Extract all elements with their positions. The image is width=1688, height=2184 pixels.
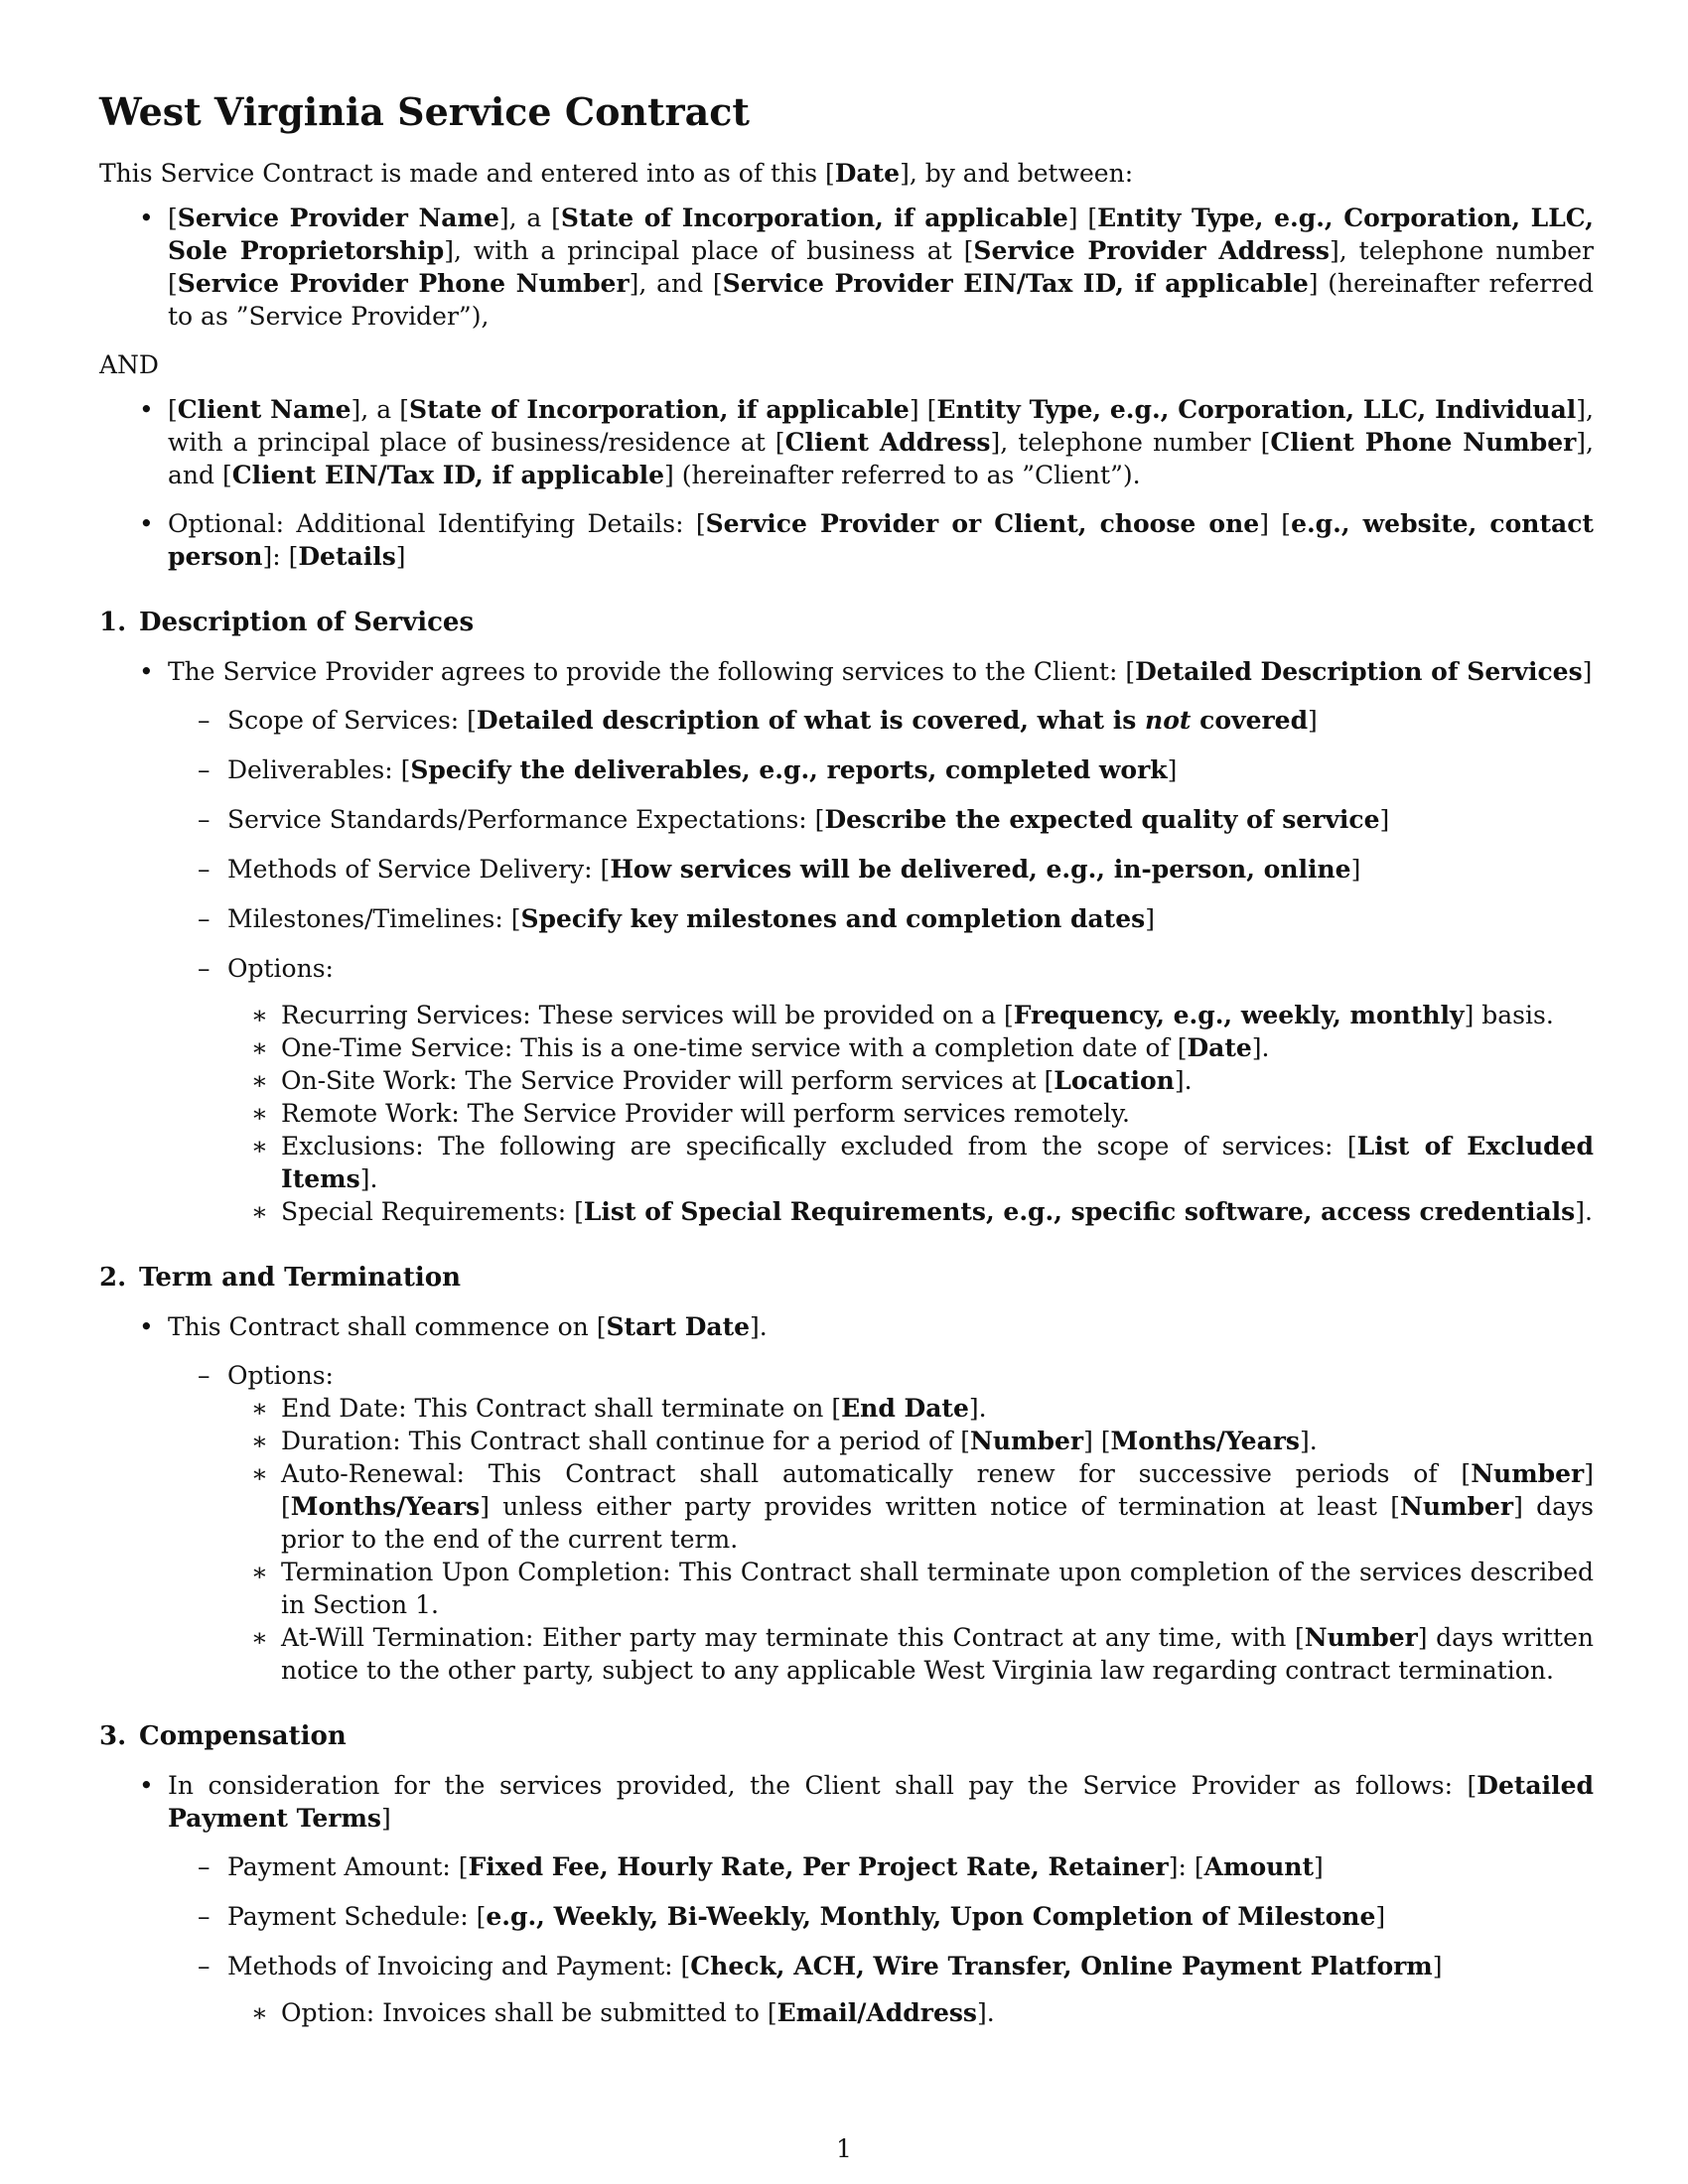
- list-item: ∗ At-Will Termination: Either party may terminate this Contract at any time, with [Number] days written notice to the other party, subject to any applicable West Virginia law regarding contract termination.: [227, 1621, 1594, 1687]
- party-service-provider: • [Service Provider Name], a [State of Incorporation, if applicable] [Entity Type, e.g., Corporation, LLC, Sole Proprietorship], with a principal place of business at [Service Provider Address], telephone number [Service Provider Phone Number], and [Service Provider EIN/Tax ID, if applicable] (hereinafter referred to as ”Service Provider”),: [99, 202, 1594, 333]
- list-item: ∗ Exclusions: The following are specifically excluded from the scope of services: [List of Excluded Items].: [227, 1130, 1594, 1195]
- section-description-of-services: [99, 607, 1594, 1228]
- section-heading: 1. Description of Services: [99, 608, 475, 637]
- list-item: – Milestones/Timelines: [Specify key milestones and completion dates]: [168, 902, 1594, 935]
- list-item: ∗ One-Time Service: This is a one-time service with a completion date of [Date].: [227, 1031, 1594, 1064]
- section-3-list: [99, 1769, 1594, 2029]
- section-2-list: [99, 1310, 1594, 1687]
- list-item: – Payment Schedule: [e.g., Weekly, Bi-Weekly, Monthly, Upon Completion of Milestone]: [168, 1900, 1594, 1933]
- section-3-sublist: [168, 1850, 1594, 2029]
- list-item: ∗ Remote Work: The Service Provider will perform services remotely.: [227, 1097, 1594, 1130]
- list-item: – Methods of Service Delivery: [How services will be delivered, e.g., in-person, online]: [168, 853, 1594, 886]
- list-item: • This Contract shall commence on [Start Date]. – Options: ∗ End Date: This Contract shall terminate on [End Date]. ∗ Duration: This Contract shall continue for a period of [Number] [Months/Years]. ∗ Auto-Renewal: This Contract shall automatically renew for successive periods of [Number] [Months/Years] unless either party provides written notice of termination at least [Number] days prior to the end of the current term. ∗ Termination Upon Completion: This Contract shall terminate upon completion of the services described in Section 1. ∗ At-Will Termination: Either party may terminate this Contract at any time, with [Number] days written notice to the other party, subject to any applicable West Virginia law regarding contract termination.: [99, 1310, 1594, 1687]
- list-item: – Scope of Services: [Detailed description of what is covered, what is not covered]: [168, 704, 1594, 737]
- section-compensation: [99, 1720, 1594, 2029]
- section-term-and-termination: [99, 1262, 1594, 1687]
- document-content: [99, 87, 1594, 2046]
- section-heading: 3. Compensation: [99, 1721, 347, 1751]
- intro-paragraph: This Service Contract is made and entered into as of this [Date], by and between:: [99, 159, 1134, 188]
- section-2-options: [227, 1392, 1594, 1687]
- section-3-options: [227, 1996, 1594, 2029]
- list-item: • The Service Provider agrees to provide the following services to the Client: [Detailed Description of Services] – Scope of Services: [Detailed description of what is covered, what is not covered] – Deliverables: [Specify the deliverables, e.g., reports, completed work] – Service Standards/Performance Expectations: [Describe the expected quality of service] – Methods of Service Delivery: [How services will be delivered, e.g., in-person, online] – Milestones/Timelines: [Specify key milestones and completion dates] – Options: ∗ Recurring Services: These services will be provided on a [Frequency, e.g., weekly, monthly] basis. ∗ One-Time Service: This is a one-time service with a completion date of [Date]. ∗ On-Site Work: The Service Provider will perform services at [Location]. ∗ Remote Work: The Service Provider will perform services remotely. ∗ Exclusions: The following are specifically excluded from the scope of services: [List of Excluded Items]. ∗ Special Requirements: [List of Special Requirements, e.g., specific software, access credentials].: [99, 655, 1594, 1228]
- list-item: – Payment Amount: [Fixed Fee, Hourly Rate, Per Project Rate, Retainer]: [Amount]: [168, 1850, 1594, 1883]
- list-item: – Options: ∗ End Date: This Contract shall terminate on [End Date]. ∗ Duration: This Contract shall continue for a period of [Number] [Months/Years]. ∗ Auto-Renewal: This Contract shall automatically renew for successive periods of [Number] [Months/Years] unless either party provides written notice of termination at least [Number] days prior to the end of the current term. ∗ Termination Upon Completion: This Contract shall terminate upon completion of the services described in Section 1. ∗ At-Will Termination: Either party may terminate this Contract at any time, with [Number] days written notice to the other party, subject to any applicable West Virginia law regarding contract termination.: [168, 1359, 1594, 1687]
- section-heading: 2. Term and Termination: [99, 1263, 462, 1293]
- party-list-provider: [99, 202, 1594, 333]
- section-2-sublist: [168, 1359, 1594, 1687]
- list-item: – Methods of Invoicing and Payment: [Check, ACH, Wire Transfer, Online Payment Platform] ∗ Option: Invoices shall be submitted to [Email/Address].: [168, 1950, 1594, 2029]
- list-item: – Options: ∗ Recurring Services: These services will be provided on a [Frequency, e.g., weekly, monthly] basis. ∗ One-Time Service: This is a one-time service with a completion date of [Date]. ∗ On-Site Work: The Service Provider will perform services at [Location]. ∗ Remote Work: The Service Provider will perform services remotely. ∗ Exclusions: The following are specifically excluded from the scope of services: [List of Excluded Items]. ∗ Special Requirements: [List of Special Requirements, e.g., specific software, access credentials].: [168, 952, 1594, 1228]
- party-list-client: [99, 393, 1594, 573]
- list-item: ∗ Duration: This Contract shall continue for a period of [Number] [Months/Years].: [227, 1425, 1594, 1457]
- document-title: West Virginia Service Contract: [99, 89, 750, 134]
- list-item: • In consideration for the services provided, the Client shall pay the Service Provider as follows: [Detailed Payment Terms] – Payment Amount: [Fixed Fee, Hourly Rate, Per Project Rate, Retainer]: [Amount] – Payment Schedule: [e.g., Weekly, Bi-Weekly, Monthly, Upon Completion of Milestone] – Methods of Invoicing and Payment: [Check, ACH, Wire Transfer, Online Payment Platform] ∗ Option: Invoices shall be submitted to [Email/Address].: [99, 1769, 1594, 2029]
- list-item: ∗ End Date: This Contract shall terminate on [End Date].: [227, 1392, 1594, 1425]
- and-separator: AND: [99, 350, 159, 379]
- list-item: – Service Standards/Performance Expectations: [Describe the expected quality of service]: [168, 803, 1594, 836]
- list-item: ∗ Auto-Renewal: This Contract shall automatically renew for successive periods of [Number] [Months/Years] unless either party provides written notice of termination at least [Number] days prior to the end of the current term.: [227, 1457, 1594, 1556]
- list-item: ∗ Recurring Services: These services will be provided on a [Frequency, e.g., weekly, monthly] basis.: [227, 999, 1594, 1031]
- section-1-list: [99, 655, 1594, 1228]
- list-item: – Deliverables: [Specify the deliverables, e.g., reports, completed work]: [168, 753, 1594, 786]
- list-item: ∗ On-Site Work: The Service Provider will perform services at [Location].: [227, 1064, 1594, 1097]
- list-item: ∗ Option: Invoices shall be submitted to [Email/Address].: [227, 1996, 1594, 2029]
- list-item: ∗ Special Requirements: [List of Special Requirements, e.g., specific software, access credentials].: [227, 1195, 1594, 1228]
- page-number: 1: [836, 2134, 852, 2163]
- party-optional-details: • Optional: Additional Identifying Details: [Service Provider or Client, choose one] [e.g., website, contact person]: [Details]: [99, 507, 1594, 573]
- section-1-sublist: [168, 704, 1594, 1228]
- section-1-options: [227, 999, 1594, 1228]
- list-item: ∗ Termination Upon Completion: This Contract shall terminate upon completion of the services described in Section 1.: [227, 1556, 1594, 1621]
- party-client: • [Client Name], a [State of Incorporation, if applicable] [Entity Type, e.g., Corporation, LLC, Individual], with a principal place of business/residence at [Client Address], telephone number [Client Phone Number], and [Client EIN/Tax ID, if applicable] (hereinafter referred to as ”Client”).: [99, 393, 1594, 491]
